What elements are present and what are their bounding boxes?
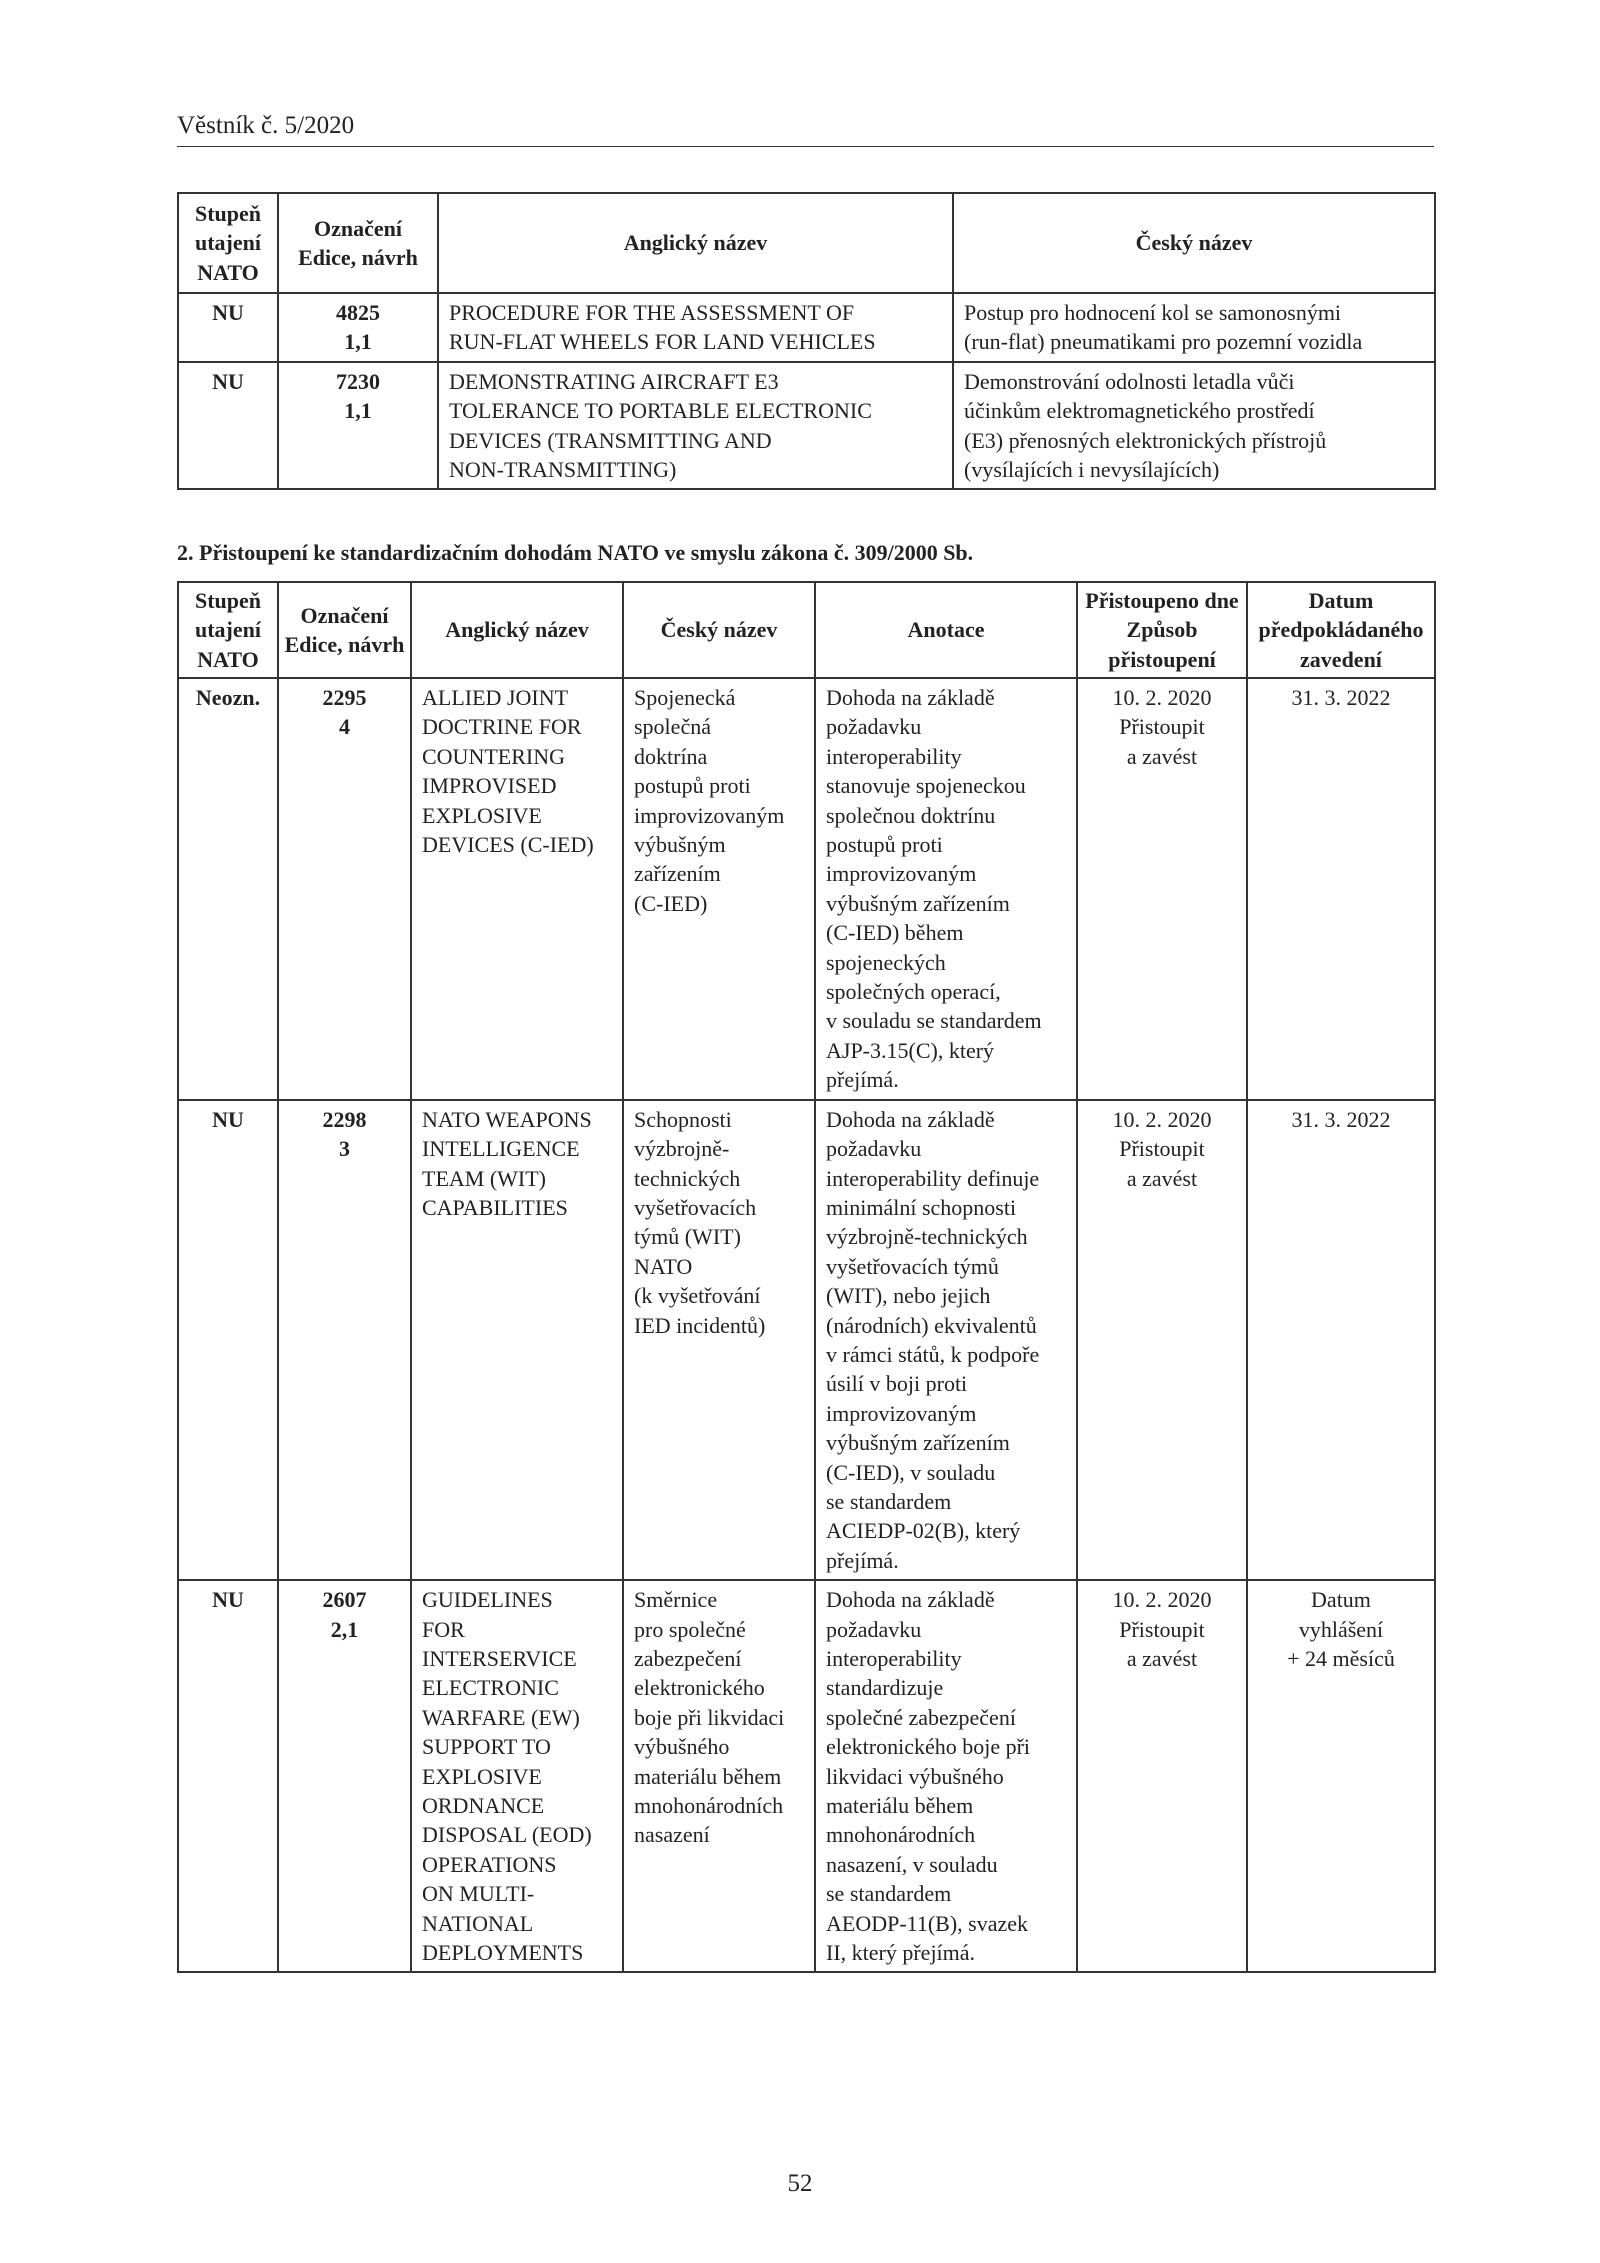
czech-title: Demonstrování odolnosti letadla vůči účinkům elektromagnetického prostředí (E3) přenosných elektronických přístrojů (vysílajících i nevysílajících): [953, 362, 1435, 490]
designation: 2607 2,1: [278, 1580, 411, 1972]
column-header-english: Anglický název: [411, 582, 623, 678]
classification-level: NU: [178, 362, 278, 490]
page-number: 52: [787, 2170, 813, 2197]
column-header-annotation: Anotace: [815, 582, 1077, 678]
implementation-date: 31. 3. 2022: [1247, 1100, 1435, 1581]
table-row: [178, 293, 1435, 362]
standards-table-2: [177, 581, 1436, 1973]
annotation: Dohoda na základě požadavku interoperability stanovuje spojeneckou společnou doktrínu postupů proti improvizovaným výbušným zařízením (C-IED) během spojeneckých společných operací, v souladu se standardem AJP-3.15(C), který přejímá.: [815, 678, 1077, 1100]
accession-info: 10. 2. 2020 Přistoupit a zavést: [1077, 1100, 1247, 1581]
classification-level: NU: [178, 1580, 278, 1972]
classification-level: Neozn.: [178, 678, 278, 1100]
classification-level: NU: [178, 1100, 278, 1581]
english-title: GUIDELINES FOR INTERSERVICE ELECTRONIC WARFARE (EW) SUPPORT TO EXPLOSIVE ORDNANCE DISPOSAL (EOD) OPERATIONS ON MULTI- NATIONAL DEPLOYMENTS: [411, 1580, 623, 1972]
designation: 2295 4: [278, 678, 411, 1100]
column-header-czech: Český název: [953, 193, 1435, 293]
czech-title: Schopnosti výzbrojně- technických vyšetřovacích týmů (WIT) NATO (k vyšetřování IED incidentů): [623, 1100, 815, 1581]
czech-title: Spojenecká společná doktrína postupů proti improvizovaným výbušným zařízením (C-IED): [623, 678, 815, 1100]
column-header-implementation-date: Datum předpokládaného zavedení: [1247, 582, 1435, 678]
czech-title: Směrnice pro společné zabezpečení elektronického boje při likvidaci výbušného materiálu během mnohonárodních nasazení: [623, 1580, 815, 1972]
english-title: PROCEDURE FOR THE ASSESSMENT OF RUN-FLAT WHEELS FOR LAND VEHICLES: [438, 293, 953, 362]
column-header-czech: Český název: [623, 582, 815, 678]
english-title: ALLIED JOINT DOCTRINE FOR COUNTERING IMPROVISED EXPLOSIVE DEVICES (C-IED): [411, 678, 623, 1100]
table-row: [178, 362, 1435, 490]
implementation-date: 31. 3. 2022: [1247, 678, 1435, 1100]
column-header-level: Stupeň utajení NATO: [178, 582, 278, 678]
publication-header: Věstník č. 5/2020: [177, 112, 1434, 147]
annotation: Dohoda na základě požadavku interoperability definuje minimální schopnosti výzbrojně-technických vyšetřovacích týmů (WIT), nebo jejich (národních) ekvivalentů v rámci států, k podpoře úsilí v boji proti improvizovaným výbušným zařízením (C-IED), v souladu se standardem ACIEDP-02(B), který přejímá.: [815, 1100, 1077, 1581]
column-header-accession: Přistoupeno dne Způsob přistoupení: [1077, 582, 1247, 678]
accession-info: 10. 2. 2020 Přistoupit a zavést: [1077, 1580, 1247, 1972]
classification-level: NU: [178, 293, 278, 362]
czech-title: Postup pro hodnocení kol se samonosnými (run-flat) pneumatikami pro pozemní vozidla: [953, 293, 1435, 362]
column-header-level: Stupeň utajení NATO: [178, 193, 278, 293]
english-title: DEMONSTRATING AIRCRAFT E3 TOLERANCE TO PORTABLE ELECTRONIC DEVICES (TRANSMITTING AND NON-TRANSMITTING): [438, 362, 953, 490]
column-header-designation: Označení Edice, návrh: [278, 582, 411, 678]
annotation: Dohoda na základě požadavku interoperability standardizuje společné zabezpečení elektronického boje při likvidaci výbušného materiálu během mnohonárodních nasazení, v souladu se standardem AEODP-11(B), svazek II, který přejímá.: [815, 1580, 1077, 1972]
column-header-designation: Označení Edice, návrh: [278, 193, 438, 293]
table-row: [178, 1100, 1435, 1581]
column-header-english: Anglický název: [438, 193, 953, 293]
accession-info: 10. 2. 2020 Přistoupit a zavést: [1077, 678, 1247, 1100]
designation: 4825 1,1: [278, 293, 438, 362]
implementation-date: Datum vyhlášení + 24 měsíců: [1247, 1580, 1435, 1972]
table-row: [178, 1580, 1435, 1972]
designation: 2298 3: [278, 1100, 411, 1581]
table-row: [178, 678, 1435, 1100]
section-heading: 2. Přistoupení ke standardizačním dohodám NATO ve smyslu zákona č. 309/2000 Sb.: [177, 540, 974, 565]
standards-table-1: [177, 192, 1436, 490]
english-title: NATO WEAPONS INTELLIGENCE TEAM (WIT) CAPABILITIES: [411, 1100, 623, 1581]
designation: 7230 1,1: [278, 362, 438, 490]
